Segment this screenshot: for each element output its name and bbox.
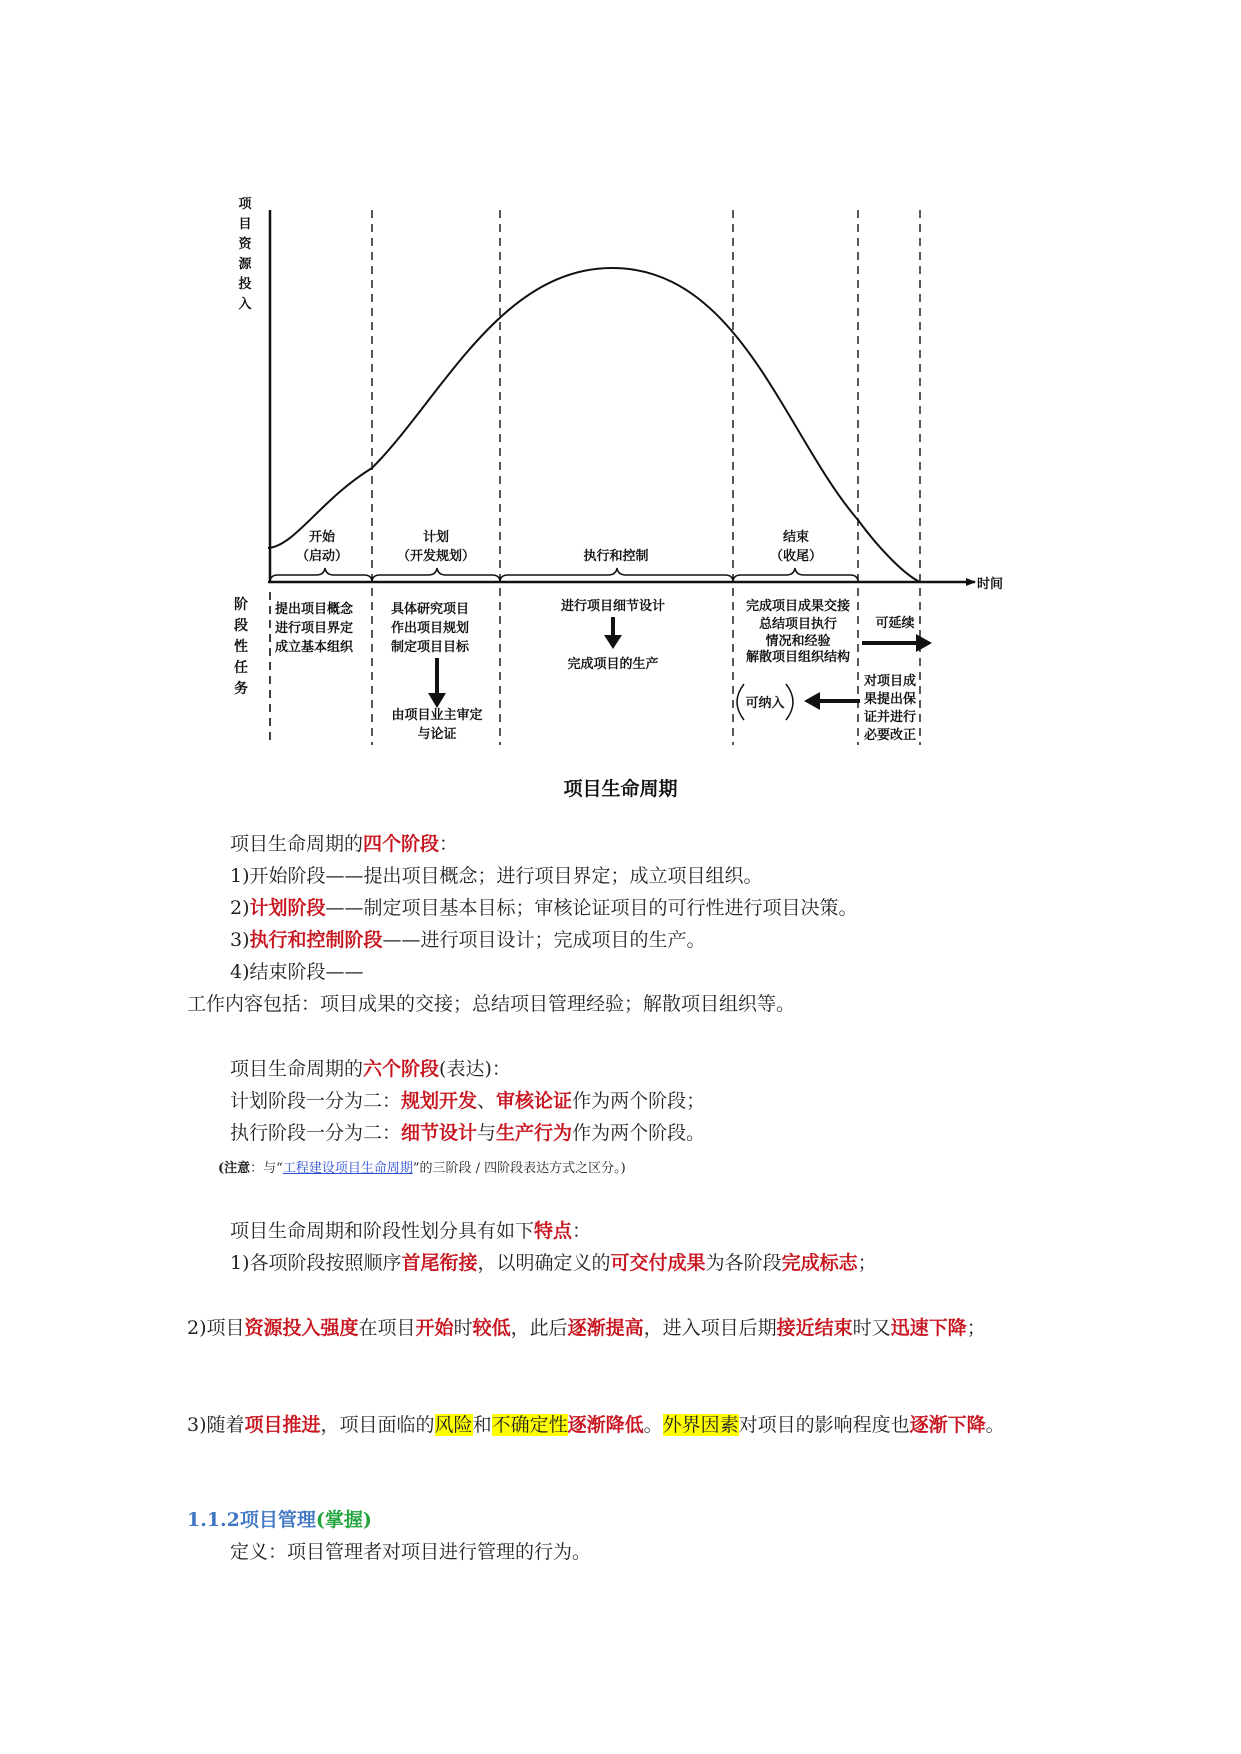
text: 2)项目 bbox=[187, 1317, 245, 1339]
text: 为各阶段 bbox=[705, 1252, 782, 1274]
text: 3) bbox=[230, 929, 250, 951]
text: 作为两个阶段。 bbox=[572, 1122, 706, 1144]
text: (表达)： bbox=[439, 1058, 511, 1080]
text: 和 bbox=[472, 1414, 492, 1436]
text: 项目生命周期的 bbox=[230, 1058, 364, 1080]
arrow-accept-head bbox=[804, 692, 820, 710]
text: 在项目 bbox=[358, 1317, 416, 1339]
resource-curve bbox=[268, 268, 920, 582]
accept-paren-left bbox=[737, 684, 744, 720]
feature-2 bbox=[187, 1313, 1057, 1343]
text: ——进行项目设计；完成项目的生产。 bbox=[382, 929, 706, 951]
phase-plan-sub: （开发规划） bbox=[396, 549, 476, 564]
emphasis: 四个阶段 bbox=[363, 833, 440, 855]
emphasis: 接近结束 bbox=[776, 1317, 853, 1339]
emphasis: 特点 bbox=[534, 1220, 573, 1242]
four-phases-4: 4)结束阶段—— bbox=[230, 961, 364, 983]
task-axis-label-2: 段 bbox=[234, 618, 248, 634]
text: ，进入项目后期 bbox=[643, 1317, 777, 1339]
text: 。 bbox=[643, 1414, 663, 1436]
accept-paren-right bbox=[786, 684, 793, 720]
text: 项目生命周期和阶段性划分具有如下 bbox=[230, 1220, 535, 1242]
task-close-4: 解散项目组织结构 bbox=[745, 650, 851, 665]
task-exec-bottom: 完成项目的生产 bbox=[567, 657, 659, 672]
arrow-plan-head bbox=[428, 693, 446, 708]
phase-exec-name: 执行和控制 bbox=[583, 549, 649, 564]
task-after-3: 证并进行 bbox=[864, 710, 917, 725]
lifecycle-link[interactable]: 工程建设项目生命周期 bbox=[282, 1161, 413, 1176]
task-after-1: 对项目成 bbox=[864, 674, 917, 689]
text: 、 bbox=[477, 1090, 497, 1112]
emphasis: 可交付成果 bbox=[610, 1252, 706, 1274]
text: 3)随着 bbox=[187, 1414, 245, 1436]
text: 2) bbox=[230, 897, 250, 919]
y-axis-label-1: 项 bbox=[238, 197, 252, 212]
four-phases-3 bbox=[230, 928, 706, 952]
text: 与 bbox=[477, 1122, 497, 1144]
task-extend: 可延续 bbox=[875, 616, 915, 631]
emphasis: 项目推进 bbox=[244, 1414, 321, 1436]
task-start-1: 提出项目概念 bbox=[275, 602, 354, 617]
task-accept: 可纳入 bbox=[745, 696, 785, 711]
emphasis: 首尾衔接 bbox=[401, 1252, 478, 1274]
arrow-exec-head bbox=[604, 635, 622, 649]
text: 作为两个阶段； bbox=[572, 1090, 706, 1112]
text: 执行阶段一分为二： bbox=[230, 1122, 402, 1144]
diagram-caption: 项目生命周期 bbox=[563, 778, 678, 800]
emphasis: 审核论证 bbox=[496, 1090, 573, 1112]
arrow-extend-head bbox=[916, 634, 932, 652]
section-heading bbox=[187, 1508, 372, 1532]
four-phases-4-content: 工作内容包括：项目成果的交接；总结项目管理经验；解散项目组织等。 bbox=[187, 993, 796, 1015]
text: ； bbox=[857, 1252, 877, 1274]
text: ； bbox=[966, 1317, 986, 1339]
phase-start-name: 开始 bbox=[308, 530, 336, 545]
highlight: 风险 bbox=[434, 1414, 473, 1436]
task-start-3: 成立基本组织 bbox=[275, 640, 354, 655]
task-axis-label-1: 阶 bbox=[234, 597, 248, 613]
emphasis: 较低 bbox=[472, 1317, 511, 1339]
text: ，以明确定义的 bbox=[477, 1252, 611, 1274]
emphasis: 六个阶段 bbox=[363, 1058, 440, 1080]
highlight: 外界因素 bbox=[662, 1414, 739, 1436]
y-axis-label-3: 资 bbox=[238, 237, 252, 252]
four-phases-intro bbox=[230, 832, 458, 856]
section-tag: (掌握) bbox=[315, 1509, 372, 1531]
task-plan-review-2: 与论证 bbox=[417, 727, 457, 742]
y-axis-label-4: 源 bbox=[238, 257, 252, 272]
text: 。 bbox=[985, 1414, 1005, 1436]
y-axis-label-5: 投 bbox=[238, 277, 252, 292]
x-axis-label: 时间 bbox=[977, 577, 1004, 592]
text: ，项目面临的 bbox=[320, 1414, 435, 1436]
text: 项目生命周期的 bbox=[230, 833, 364, 855]
emphasis: 开始 bbox=[415, 1317, 454, 1339]
section-number: 1.1.2项目管理 bbox=[187, 1509, 316, 1531]
feature-3 bbox=[187, 1410, 1057, 1440]
highlight: 不确定性 bbox=[491, 1414, 568, 1436]
text: 计划阶段一分为二： bbox=[230, 1090, 402, 1112]
task-after-4: 必要改正 bbox=[864, 728, 917, 743]
text: ”的三阶段 / 四阶段表达方式之区分。) bbox=[412, 1161, 626, 1176]
task-close-2: 总结项目执行 bbox=[758, 617, 838, 632]
phase-close-sub: （收尾） bbox=[769, 549, 823, 564]
y-axis-label-2: 目 bbox=[238, 217, 252, 232]
six-phases-1 bbox=[230, 1089, 705, 1113]
task-exec-top: 进行项目细节设计 bbox=[560, 599, 666, 614]
emphasis: 逐渐提高 bbox=[567, 1317, 644, 1339]
text: 时 bbox=[453, 1317, 473, 1339]
emphasis: 逐渐降低 bbox=[567, 1414, 644, 1436]
text: 对项目的影响程度也 bbox=[738, 1414, 910, 1436]
text: 时又 bbox=[852, 1317, 891, 1339]
note-label: (注意 bbox=[218, 1161, 251, 1176]
task-start-2: 进行项目界定 bbox=[275, 621, 354, 636]
emphasis: 完成标志 bbox=[781, 1252, 858, 1274]
six-phases-intro bbox=[230, 1057, 511, 1081]
brace-close bbox=[733, 568, 858, 582]
emphasis: 细节设计 bbox=[401, 1122, 478, 1144]
four-phases-1: 1)开始阶段——提出项目概念；进行项目界定；成立项目组织。 bbox=[230, 865, 763, 887]
phase-start-sub: （启动） bbox=[295, 549, 349, 564]
section-definition: 定义：项目管理者对项目进行管理的行为。 bbox=[230, 1541, 592, 1563]
emphasis: 生产行为 bbox=[496, 1122, 573, 1144]
task-plan-1: 具体研究项目 bbox=[391, 602, 470, 617]
text: ： bbox=[572, 1220, 592, 1242]
task-plan-2: 作出项目规划 bbox=[391, 621, 470, 636]
emphasis: 逐渐下降 bbox=[909, 1414, 986, 1436]
task-axis-label-4: 任 bbox=[234, 660, 248, 676]
project-lifecycle-diagram bbox=[0, 0, 1241, 770]
six-phases-note bbox=[218, 1157, 626, 1181]
task-plan-review-1: 由项目业主审定 bbox=[391, 708, 483, 723]
task-close-3: 情况和经验 bbox=[765, 634, 831, 649]
task-after-2: 果提出保 bbox=[864, 692, 917, 707]
four-phases-2 bbox=[230, 896, 858, 920]
task-axis-label-3: 性 bbox=[234, 639, 248, 655]
emphasis: 规划开发 bbox=[401, 1090, 478, 1112]
brace-plan bbox=[372, 568, 500, 582]
six-phases-2 bbox=[230, 1121, 705, 1145]
emphasis: 计划阶段 bbox=[249, 897, 326, 919]
emphasis: 资源投入强度 bbox=[244, 1317, 359, 1339]
emphasis: 执行和控制阶段 bbox=[249, 929, 383, 951]
text: ：与“ bbox=[250, 1161, 283, 1176]
task-plan-3: 制定项目目标 bbox=[391, 640, 470, 655]
phase-plan-name: 计划 bbox=[422, 530, 450, 545]
emphasis: 迅速下降 bbox=[890, 1317, 967, 1339]
feature-1 bbox=[230, 1251, 877, 1275]
text: ： bbox=[439, 833, 459, 855]
task-close-1: 完成项目成果交接 bbox=[745, 599, 851, 614]
y-axis-label-6: 入 bbox=[238, 297, 252, 312]
text: ——制定项目基本目标；审核论证项目的可行性进行项目决策。 bbox=[325, 897, 858, 919]
brace-exec bbox=[500, 568, 733, 582]
text: ，此后 bbox=[510, 1317, 568, 1339]
features-intro bbox=[230, 1219, 591, 1243]
text: 1)各项阶段按照顺序 bbox=[230, 1252, 402, 1274]
task-axis-label-5: 务 bbox=[234, 681, 248, 697]
brace-start bbox=[270, 568, 372, 582]
phase-close-name: 结束 bbox=[782, 530, 810, 545]
